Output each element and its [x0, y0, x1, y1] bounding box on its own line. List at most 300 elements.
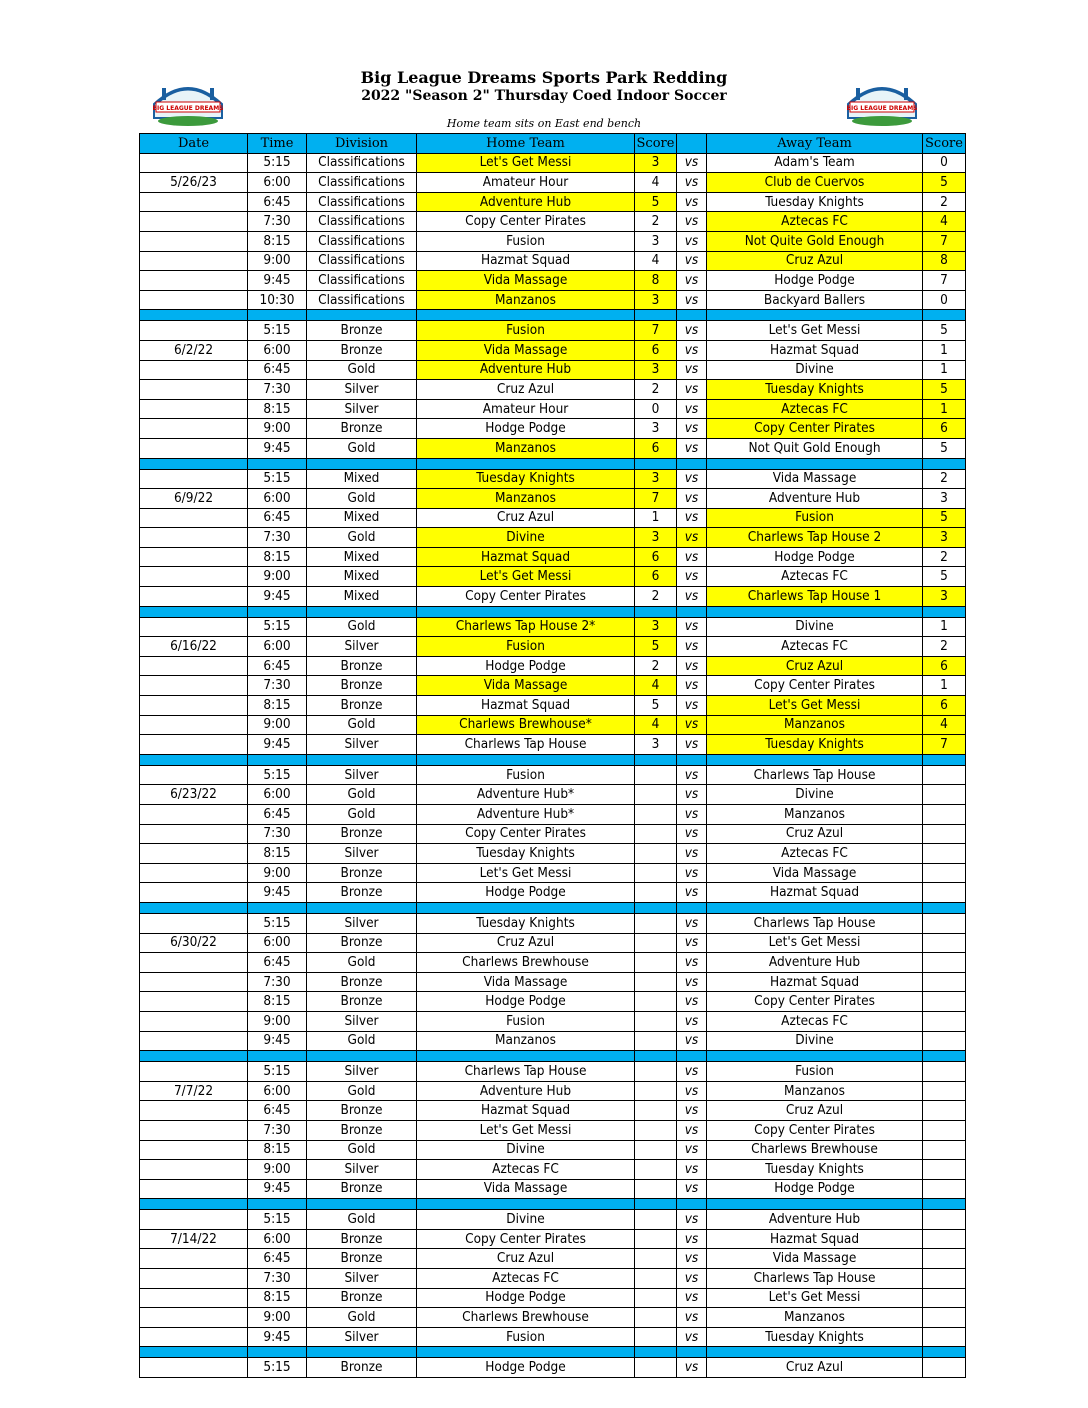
away-score-cell: 1	[923, 360, 966, 380]
away-score-cell: 5	[923, 438, 966, 458]
away-team-cell: Vida Massage	[707, 469, 923, 489]
away-score-cell: 2	[923, 192, 966, 212]
time-cell: 5:15	[248, 1062, 307, 1082]
vs-cell: vs	[677, 883, 707, 903]
vs-cell: vs	[677, 153, 707, 173]
division-cell: Bronze	[307, 1179, 417, 1199]
date-cell	[140, 972, 248, 992]
home-team-cell: Fusion	[417, 637, 635, 657]
home-team-cell: Hazmat Squad	[417, 1101, 635, 1121]
week-separator	[140, 754, 966, 765]
away-team-cell: Cruz Azul	[707, 1358, 923, 1378]
game-row	[140, 380, 966, 400]
time-cell: 9:00	[248, 863, 307, 883]
game-row	[140, 1288, 966, 1308]
away-team-cell: Manzanos	[707, 1308, 923, 1328]
game-row	[140, 153, 966, 173]
vs-cell: vs	[677, 251, 707, 271]
time-cell: 7:30	[248, 824, 307, 844]
away-team-cell: Adam's Team	[707, 153, 923, 173]
away-score-cell	[923, 1160, 966, 1180]
game-row	[140, 883, 966, 903]
vs-cell: vs	[677, 676, 707, 696]
vs-cell: vs	[677, 380, 707, 400]
division-cell: Gold	[307, 785, 417, 805]
away-team-cell: Hazmat Squad	[707, 972, 923, 992]
home-team-cell: Charlews Brewhouse	[417, 1308, 635, 1328]
away-score-cell	[923, 1210, 966, 1230]
home-team-cell: Charlews Tap House	[417, 735, 635, 755]
date-cell	[140, 715, 248, 735]
date-cell	[140, 321, 248, 341]
home-team-cell: Hodge Podge	[417, 1358, 635, 1378]
home-score-cell: 2	[635, 587, 677, 607]
home-score-cell: 6	[635, 547, 677, 567]
home-team-cell: Adventure Hub	[417, 360, 635, 380]
game-row	[140, 1327, 966, 1347]
game-row	[140, 913, 966, 933]
away-score-cell	[923, 785, 966, 805]
home-score-cell	[635, 992, 677, 1012]
division-cell: Silver	[307, 637, 417, 657]
game-row	[140, 192, 966, 212]
away-team-cell: Not Quite Gold Enough	[707, 231, 923, 251]
division-cell: Silver	[307, 380, 417, 400]
home-score-cell	[635, 972, 677, 992]
date-cell	[140, 153, 248, 173]
game-row	[140, 1179, 966, 1199]
time-cell: 6:45	[248, 360, 307, 380]
away-score-cell	[923, 844, 966, 864]
home-team-cell: Hodge Podge	[417, 992, 635, 1012]
away-team-cell: Charlews Tap House	[707, 1269, 923, 1289]
logo-left-text: BIG LEAGUE DREAMS	[152, 105, 224, 112]
time-cell: 6:00	[248, 489, 307, 509]
away-team-cell: Charlews Tap House 1	[707, 587, 923, 607]
home-team-cell: Manzanos	[417, 1031, 635, 1051]
date-cell	[140, 735, 248, 755]
home-score-cell	[635, 1140, 677, 1160]
away-team-cell: Club de Cuervos	[707, 173, 923, 193]
division-cell: Bronze	[307, 863, 417, 883]
away-score-cell	[923, 1140, 966, 1160]
home-score-cell: 7	[635, 489, 677, 509]
home-team-cell: Divine	[417, 1140, 635, 1160]
division-cell: Bronze	[307, 933, 417, 953]
game-row	[140, 212, 966, 232]
away-score-cell	[923, 863, 966, 883]
date-cell	[140, 953, 248, 973]
home-team-cell: Manzanos	[417, 489, 635, 509]
date-cell	[140, 1249, 248, 1269]
time-cell: 8:15	[248, 844, 307, 864]
home-score-cell: 3	[635, 528, 677, 548]
vs-cell: vs	[677, 1179, 707, 1199]
vs-cell: vs	[677, 1140, 707, 1160]
date-cell	[140, 1011, 248, 1031]
date-cell	[140, 1140, 248, 1160]
away-team-cell: Aztecas FC	[707, 1011, 923, 1031]
home-score-cell: 2	[635, 212, 677, 232]
game-row	[140, 617, 966, 637]
away-score-cell: 3	[923, 528, 966, 548]
away-team-cell: Hazmat Squad	[707, 883, 923, 903]
away-team-cell: Cruz Azul	[707, 824, 923, 844]
time-cell: 8:15	[248, 992, 307, 1012]
division-cell: Bronze	[307, 883, 417, 903]
away-score-cell: 0	[923, 290, 966, 310]
home-team-cell: Charlews Brewhouse	[417, 953, 635, 973]
home-team-cell: Aztecas FC	[417, 1160, 635, 1180]
time-cell: 9:45	[248, 883, 307, 903]
away-team-cell: Charlews Tap House 2	[707, 528, 923, 548]
game-row	[140, 1160, 966, 1180]
time-cell: 5:15	[248, 765, 307, 785]
away-team-cell: Let's Get Messi	[707, 696, 923, 716]
week-separator	[140, 310, 966, 321]
away-team-cell: Fusion	[707, 508, 923, 528]
away-team-cell: Manzanos	[707, 1081, 923, 1101]
game-row	[140, 844, 966, 864]
vs-cell: vs	[677, 508, 707, 528]
away-team-cell: Let's Get Messi	[707, 1288, 923, 1308]
home-score-cell: 3	[635, 153, 677, 173]
away-score-cell	[923, 1120, 966, 1140]
home-score-cell	[635, 863, 677, 883]
header-vs	[677, 134, 707, 154]
time-cell: 9:45	[248, 735, 307, 755]
away-team-cell: Charlews Brewhouse	[707, 1140, 923, 1160]
time-cell: 9:45	[248, 587, 307, 607]
home-score-cell: 5	[635, 696, 677, 716]
game-row	[140, 972, 966, 992]
home-team-cell: Fusion	[417, 231, 635, 251]
home-score-cell: 3	[635, 735, 677, 755]
division-cell: Silver	[307, 735, 417, 755]
vs-cell: vs	[677, 992, 707, 1012]
date-cell	[140, 290, 248, 310]
game-row	[140, 715, 966, 735]
time-cell: 9:45	[248, 438, 307, 458]
away-score-cell: 7	[923, 735, 966, 755]
home-score-cell	[635, 913, 677, 933]
home-score-cell	[635, 1288, 677, 1308]
home-team-cell: Amateur Hour	[417, 173, 635, 193]
away-team-cell: Divine	[707, 360, 923, 380]
away-score-cell	[923, 883, 966, 903]
home-score-cell	[635, 1308, 677, 1328]
vs-cell: vs	[677, 587, 707, 607]
away-score-cell: 3	[923, 489, 966, 509]
vs-cell: vs	[677, 1160, 707, 1180]
vs-cell: vs	[677, 438, 707, 458]
game-row	[140, 1140, 966, 1160]
vs-cell: vs	[677, 1249, 707, 1269]
vs-cell: vs	[677, 696, 707, 716]
away-score-cell: 2	[923, 547, 966, 567]
date-cell: 5/26/23	[140, 173, 248, 193]
date-cell	[140, 1120, 248, 1140]
vs-cell: vs	[677, 1031, 707, 1051]
division-cell: Silver	[307, 1062, 417, 1082]
game-row	[140, 1062, 966, 1082]
division-cell: Bronze	[307, 1120, 417, 1140]
time-cell: 5:15	[248, 1210, 307, 1230]
home-score-cell	[635, 1269, 677, 1289]
bench-note: Home team sits on East end bench	[446, 117, 642, 130]
date-cell: 6/30/22	[140, 933, 248, 953]
home-team-cell: Adventure Hub	[417, 192, 635, 212]
time-cell: 6:45	[248, 508, 307, 528]
date-cell	[140, 1308, 248, 1328]
home-team-cell: Fusion	[417, 765, 635, 785]
home-score-cell	[635, 1011, 677, 1031]
game-row	[140, 587, 966, 607]
division-cell: Gold	[307, 953, 417, 973]
away-score-cell: 5	[923, 567, 966, 587]
division-cell: Bronze	[307, 1358, 417, 1378]
away-score-cell: 5	[923, 321, 966, 341]
home-score-cell: 3	[635, 419, 677, 439]
home-score-cell: 6	[635, 438, 677, 458]
away-score-cell: 0	[923, 153, 966, 173]
division-cell: Classifications	[307, 251, 417, 271]
time-cell: 6:00	[248, 1081, 307, 1101]
header-date: Date	[140, 134, 248, 154]
vs-cell: vs	[677, 1120, 707, 1140]
game-row	[140, 419, 966, 439]
home-score-cell	[635, 1160, 677, 1180]
game-row	[140, 1210, 966, 1230]
vs-cell: vs	[677, 863, 707, 883]
vs-cell: vs	[677, 1081, 707, 1101]
away-team-cell: Tuesday Knights	[707, 1327, 923, 1347]
division-cell: Gold	[307, 1210, 417, 1230]
home-score-cell	[635, 1229, 677, 1249]
date-cell	[140, 1160, 248, 1180]
date-cell	[140, 1031, 248, 1051]
division-cell: Bronze	[307, 321, 417, 341]
header-away-team: Away Team	[707, 134, 923, 154]
game-row	[140, 360, 966, 380]
division-cell: Classifications	[307, 212, 417, 232]
page-title: Big League Dreams Sports Park Redding	[360, 68, 728, 87]
home-team-cell: Let's Get Messi	[417, 1120, 635, 1140]
date-cell	[140, 805, 248, 825]
week-separator	[140, 1051, 966, 1062]
away-score-cell	[923, 824, 966, 844]
home-score-cell	[635, 1031, 677, 1051]
vs-cell: vs	[677, 1062, 707, 1082]
home-score-cell: 3	[635, 617, 677, 637]
away-team-cell: Charlews Tap House	[707, 765, 923, 785]
division-cell: Gold	[307, 805, 417, 825]
home-team-cell: Hodge Podge	[417, 883, 635, 903]
game-row	[140, 676, 966, 696]
home-team-cell: Let's Get Messi	[417, 153, 635, 173]
away-team-cell: Tuesday Knights	[707, 380, 923, 400]
home-score-cell	[635, 1327, 677, 1347]
vs-cell: vs	[677, 192, 707, 212]
time-cell: 9:00	[248, 1308, 307, 1328]
division-cell: Bronze	[307, 656, 417, 676]
date-cell	[140, 587, 248, 607]
game-row	[140, 508, 966, 528]
away-score-cell	[923, 1101, 966, 1121]
date-cell	[140, 1179, 248, 1199]
home-team-cell: Hodge Podge	[417, 1288, 635, 1308]
vs-cell: vs	[677, 1011, 707, 1031]
time-cell: 5:15	[248, 617, 307, 637]
home-team-cell: Copy Center Pirates	[417, 587, 635, 607]
away-score-cell	[923, 972, 966, 992]
date-cell: 7/14/22	[140, 1229, 248, 1249]
date-cell: 6/2/22	[140, 340, 248, 360]
home-score-cell	[635, 765, 677, 785]
vs-cell: vs	[677, 173, 707, 193]
time-cell: 5:15	[248, 153, 307, 173]
date-cell: 6/9/22	[140, 489, 248, 509]
game-row	[140, 863, 966, 883]
game-row	[140, 933, 966, 953]
home-team-cell: Cruz Azul	[417, 933, 635, 953]
home-score-cell	[635, 1081, 677, 1101]
away-team-cell: Tuesday Knights	[707, 1160, 923, 1180]
date-cell	[140, 883, 248, 903]
away-team-cell: Manzanos	[707, 715, 923, 735]
date-cell	[140, 469, 248, 489]
vs-cell: vs	[677, 933, 707, 953]
time-cell: 5:15	[248, 1358, 307, 1378]
away-team-cell: Cruz Azul	[707, 656, 923, 676]
vs-cell: vs	[677, 1288, 707, 1308]
home-team-cell: Let's Get Messi	[417, 567, 635, 587]
home-team-cell: Cruz Azul	[417, 508, 635, 528]
header-away-score: Score	[923, 134, 966, 154]
home-score-cell	[635, 1101, 677, 1121]
header-time: Time	[248, 134, 307, 154]
time-cell: 7:30	[248, 1120, 307, 1140]
header-division: Division	[307, 134, 417, 154]
game-row	[140, 231, 966, 251]
game-row	[140, 1101, 966, 1121]
division-cell: Classifications	[307, 231, 417, 251]
vs-cell: vs	[677, 1308, 707, 1328]
division-cell: Silver	[307, 913, 417, 933]
home-score-cell: 3	[635, 469, 677, 489]
time-cell: 9:45	[248, 1031, 307, 1051]
time-cell: 6:45	[248, 953, 307, 973]
home-team-cell: Fusion	[417, 1327, 635, 1347]
game-row	[140, 251, 966, 271]
away-score-cell: 5	[923, 508, 966, 528]
vs-cell: vs	[677, 913, 707, 933]
away-score-cell: 7	[923, 231, 966, 251]
division-cell: Silver	[307, 765, 417, 785]
away-team-cell: Let's Get Messi	[707, 321, 923, 341]
division-cell: Bronze	[307, 992, 417, 1012]
division-cell: Bronze	[307, 696, 417, 716]
vs-cell: vs	[677, 953, 707, 973]
away-score-cell	[923, 992, 966, 1012]
game-row	[140, 805, 966, 825]
away-score-cell: 5	[923, 173, 966, 193]
away-team-cell: Copy Center Pirates	[707, 1120, 923, 1140]
away-score-cell: 4	[923, 715, 966, 735]
week-separator	[140, 1199, 966, 1210]
away-team-cell: Fusion	[707, 1062, 923, 1082]
game-row	[140, 173, 966, 193]
division-cell: Mixed	[307, 547, 417, 567]
home-team-cell: Tuesday Knights	[417, 913, 635, 933]
home-team-cell: Vida Massage	[417, 340, 635, 360]
away-team-cell: Manzanos	[707, 805, 923, 825]
game-row	[140, 399, 966, 419]
vs-cell: vs	[677, 547, 707, 567]
vs-cell: vs	[677, 715, 707, 735]
time-cell: 5:15	[248, 469, 307, 489]
week-separator	[140, 1347, 966, 1358]
home-score-cell	[635, 1358, 677, 1378]
division-cell: Mixed	[307, 469, 417, 489]
date-cell	[140, 913, 248, 933]
away-team-cell: Divine	[707, 617, 923, 637]
away-team-cell: Backyard Ballers	[707, 290, 923, 310]
week-separator	[140, 606, 966, 617]
division-cell: Silver	[307, 1011, 417, 1031]
home-team-cell: Cruz Azul	[417, 1249, 635, 1269]
home-team-cell: Charlews Tap House 2*	[417, 617, 635, 637]
home-score-cell: 2	[635, 380, 677, 400]
division-cell: Gold	[307, 1308, 417, 1328]
home-team-cell: Manzanos	[417, 290, 635, 310]
away-score-cell	[923, 1358, 966, 1378]
away-team-cell: Hodge Podge	[707, 1179, 923, 1199]
date-cell	[140, 1288, 248, 1308]
away-score-cell	[923, 1229, 966, 1249]
header-home-team: Home Team	[417, 134, 635, 154]
away-team-cell: Cruz Azul	[707, 1101, 923, 1121]
vs-cell: vs	[677, 271, 707, 291]
time-cell: 6:45	[248, 656, 307, 676]
division-cell: Silver	[307, 399, 417, 419]
home-team-cell: Copy Center Pirates	[417, 212, 635, 232]
time-cell: 9:00	[248, 419, 307, 439]
time-cell: 5:15	[248, 321, 307, 341]
division-cell: Classifications	[307, 173, 417, 193]
time-cell: 7:30	[248, 972, 307, 992]
division-cell: Gold	[307, 617, 417, 637]
schedule-table	[139, 133, 966, 1378]
date-cell	[140, 192, 248, 212]
game-row	[140, 1308, 966, 1328]
home-team-cell: Divine	[417, 528, 635, 548]
date-cell	[140, 438, 248, 458]
game-row	[140, 547, 966, 567]
home-team-cell: Tuesday Knights	[417, 469, 635, 489]
page-subtitle: 2022 "Season 2" Thursday Coed Indoor Soccer	[361, 88, 727, 104]
division-cell: Gold	[307, 1031, 417, 1051]
date-cell	[140, 528, 248, 548]
time-cell: 7:30	[248, 528, 307, 548]
away-score-cell	[923, 1011, 966, 1031]
vs-cell: vs	[677, 1269, 707, 1289]
away-team-cell: Copy Center Pirates	[707, 419, 923, 439]
division-cell: Silver	[307, 1160, 417, 1180]
home-team-cell: Divine	[417, 1210, 635, 1230]
division-cell: Mixed	[307, 508, 417, 528]
header-row	[140, 134, 966, 154]
